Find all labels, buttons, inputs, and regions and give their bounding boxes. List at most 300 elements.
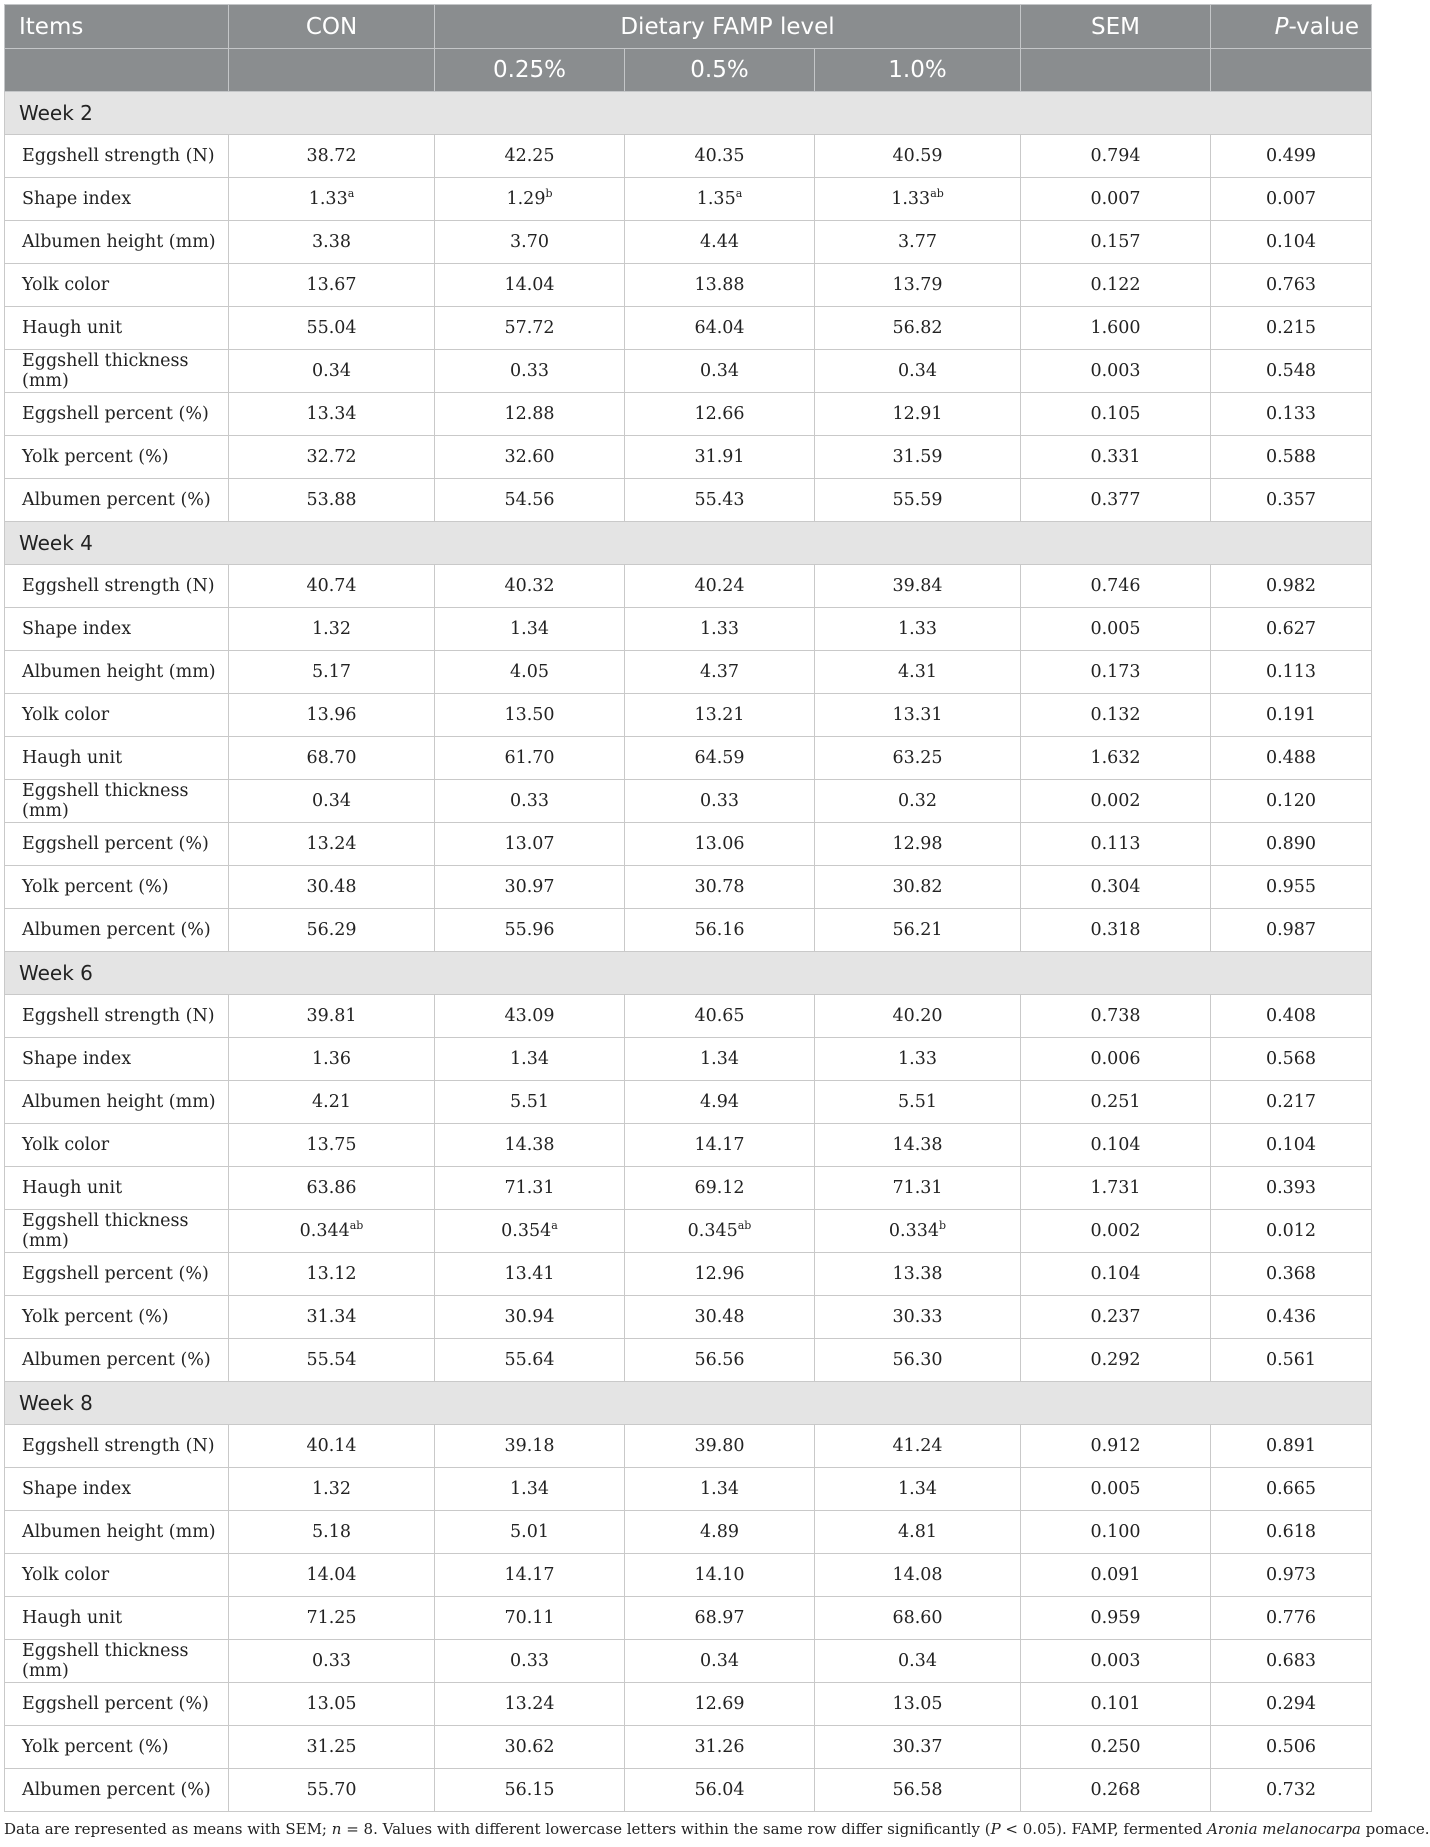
table-row: [5, 1124, 1372, 1167]
value-cell: [229, 1081, 435, 1124]
week-label: Week 6: [5, 952, 1372, 995]
mean-value: 61.70: [504, 748, 555, 768]
value-cell: [229, 1425, 435, 1468]
p-value-cell: 0.007: [1211, 178, 1372, 221]
sem-cell: 0.331: [1021, 436, 1211, 479]
week-label: Week 4: [5, 522, 1372, 565]
table-row: [5, 1468, 1372, 1511]
table-footnote: [4, 1820, 1430, 1838]
value-cell: [229, 1769, 435, 1812]
table-row: [5, 307, 1372, 350]
mean-value: 12.88: [504, 404, 555, 424]
mean-value: 56.82: [892, 318, 943, 338]
mean-value: 0.33: [510, 361, 549, 381]
row-item-label: Albumen height (mm): [5, 1081, 229, 1124]
footnote-part4: pomace.: [1360, 1820, 1430, 1838]
p-value-cell: 0.133: [1211, 393, 1372, 436]
table-row: [5, 264, 1372, 307]
value-cell: [435, 436, 625, 479]
table-row: [5, 1425, 1372, 1468]
significance-letter: ab: [349, 1219, 364, 1232]
sem-cell: 0.250: [1021, 1726, 1211, 1769]
header-level-10: 1.0%: [815, 49, 1021, 92]
table-row: [5, 780, 1372, 823]
p-value-cell: 0.732: [1211, 1769, 1372, 1812]
value-cell: [229, 995, 435, 1038]
mean-value: 56.56: [694, 1350, 745, 1370]
mean-value: 39.80: [694, 1436, 745, 1456]
value-cell: [625, 1597, 815, 1640]
row-item-label: Eggshell strength (N): [5, 135, 229, 178]
significance-letter: b: [545, 187, 553, 200]
value-cell: [815, 1339, 1021, 1382]
row-item-label: Yolk color: [5, 1554, 229, 1597]
mean-value: 31.91: [694, 447, 745, 467]
row-item-label: Albumen percent (%): [5, 1339, 229, 1382]
sem-cell: 0.318: [1021, 909, 1211, 952]
p-value-cell: 0.436: [1211, 1296, 1372, 1339]
mean-value: 5.17: [312, 662, 351, 682]
mean-value: 12.98: [892, 834, 943, 854]
mean-value: 55.64: [504, 1350, 555, 1370]
value-cell: [625, 264, 815, 307]
mean-value: 71.31: [504, 1178, 555, 1198]
mean-value: 30.94: [504, 1307, 555, 1327]
sem-cell: 0.006: [1021, 1038, 1211, 1081]
mean-value: 64.59: [694, 748, 745, 768]
mean-value: 40.20: [892, 1006, 943, 1026]
header-p-blank: [1211, 49, 1372, 92]
value-cell: [435, 1468, 625, 1511]
mean-value: 40.35: [694, 146, 745, 166]
row-item-label: Albumen height (mm): [5, 1511, 229, 1554]
mean-value: 4.31: [898, 662, 937, 682]
value-cell: [229, 436, 435, 479]
row-item-label: Eggshell percent (%): [5, 1683, 229, 1726]
mean-value: 40.14: [306, 1436, 357, 1456]
table-row: [5, 1038, 1372, 1081]
value-cell: [435, 479, 625, 522]
mean-value: 31.25: [306, 1737, 357, 1757]
value-cell: [625, 608, 815, 651]
p-value-cell: 0.955: [1211, 866, 1372, 909]
value-cell: [435, 866, 625, 909]
sem-cell: 0.002: [1021, 1210, 1211, 1253]
table-header: [5, 5, 1372, 92]
value-cell: [815, 1769, 1021, 1812]
value-cell: [229, 1339, 435, 1382]
row-item-label: Haugh unit: [5, 307, 229, 350]
row-item-label: Shape index: [5, 1468, 229, 1511]
mean-value: 71.31: [892, 1178, 943, 1198]
mean-value: 40.32: [504, 576, 555, 596]
value-cell: [435, 780, 625, 823]
row-item-label: Haugh unit: [5, 1167, 229, 1210]
mean-value: 31.26: [694, 1737, 745, 1757]
value-cell: [625, 565, 815, 608]
sem-cell: 0.104: [1021, 1124, 1211, 1167]
sem-cell: 0.007: [1021, 178, 1211, 221]
p-value-cell: 0.548: [1211, 350, 1372, 393]
value-cell: [229, 1554, 435, 1597]
value-cell: [625, 1081, 815, 1124]
value-cell: [435, 393, 625, 436]
mean-value: 32.72: [306, 447, 357, 467]
value-cell: [625, 479, 815, 522]
mean-value: 13.06: [694, 834, 745, 854]
value-cell: [229, 479, 435, 522]
value-cell: [815, 1511, 1021, 1554]
value-cell: [435, 608, 625, 651]
week-section-row: [5, 1382, 1372, 1425]
mean-value: 40.74: [306, 576, 357, 596]
mean-value: 4.94: [700, 1092, 739, 1112]
value-cell: [815, 608, 1021, 651]
row-item-label: Yolk percent (%): [5, 436, 229, 479]
sem-cell: 0.091: [1021, 1554, 1211, 1597]
value-cell: [815, 393, 1021, 436]
value-cell: [229, 178, 435, 221]
table-row: [5, 1554, 1372, 1597]
row-item-label: Haugh unit: [5, 1597, 229, 1640]
row-item-label: Albumen percent (%): [5, 479, 229, 522]
mean-value: 42.25: [504, 146, 555, 166]
header-items-blank: [5, 49, 229, 92]
header-level-025: 0.25%: [435, 49, 625, 92]
row-item-label: Haugh unit: [5, 737, 229, 780]
value-cell: [229, 565, 435, 608]
mean-value: 14.38: [504, 1135, 555, 1155]
week-label: Week 8: [5, 1382, 1372, 1425]
value-cell: [229, 866, 435, 909]
p-value-cell: 0.104: [1211, 1124, 1372, 1167]
mean-value: 0.354: [501, 1221, 552, 1241]
value-cell: [229, 909, 435, 952]
value-cell: [229, 1726, 435, 1769]
mean-value: 13.50: [504, 705, 555, 725]
p-value-cell: 0.104: [1211, 221, 1372, 264]
row-item-label: Eggshell percent (%): [5, 823, 229, 866]
mean-value: 13.96: [306, 705, 357, 725]
value-cell: [625, 1511, 815, 1554]
sem-cell: 0.959: [1021, 1597, 1211, 1640]
sem-cell: 0.746: [1021, 565, 1211, 608]
value-cell: [229, 264, 435, 307]
header-dietary-famp-level: Dietary FAMP level: [435, 5, 1021, 49]
p-value-cell: 0.408: [1211, 995, 1372, 1038]
footnote-n: n: [331, 1820, 342, 1838]
p-value-cell: 0.776: [1211, 1597, 1372, 1640]
p-value-cell: 0.488: [1211, 737, 1372, 780]
value-cell: [815, 651, 1021, 694]
value-cell: [625, 1554, 815, 1597]
value-cell: [625, 436, 815, 479]
p-value-cell: 0.982: [1211, 565, 1372, 608]
p-value-cell: 0.561: [1211, 1339, 1372, 1382]
value-cell: [815, 780, 1021, 823]
mean-value: 30.33: [892, 1307, 943, 1327]
row-item-label: Eggshell thickness (mm): [5, 350, 229, 393]
value-cell: [815, 350, 1021, 393]
mean-value: 0.334: [888, 1221, 940, 1241]
value-cell: [435, 823, 625, 866]
value-cell: [435, 350, 625, 393]
significance-letter: a: [551, 1219, 558, 1232]
header-row-2: [5, 49, 1372, 92]
sem-cell: 0.101: [1021, 1683, 1211, 1726]
week-section-row: [5, 92, 1372, 135]
mean-value: 14.08: [892, 1565, 943, 1585]
value-cell: [625, 1640, 815, 1683]
mean-value: 0.34: [898, 361, 937, 381]
table-row: [5, 608, 1372, 651]
mean-value: 56.15: [504, 1780, 555, 1800]
mean-value: 1.34: [510, 1479, 549, 1499]
value-cell: [435, 1038, 625, 1081]
mean-value: 32.60: [504, 447, 555, 467]
table-row: [5, 1081, 1372, 1124]
mean-value: 64.04: [694, 318, 745, 338]
row-item-label: Yolk color: [5, 694, 229, 737]
value-cell: [815, 1210, 1021, 1253]
value-cell: [435, 909, 625, 952]
mean-value: 53.88: [306, 490, 357, 510]
value-cell: [625, 1124, 815, 1167]
mean-value: 0.34: [898, 1651, 937, 1671]
value-cell: [435, 1554, 625, 1597]
value-cell: [625, 178, 815, 221]
row-item-label: Yolk color: [5, 1124, 229, 1167]
mean-value: 43.09: [504, 1006, 555, 1026]
mean-value: 1.34: [700, 1479, 739, 1499]
table-row: [5, 909, 1372, 952]
sem-cell: 0.113: [1021, 823, 1211, 866]
value-cell: [815, 694, 1021, 737]
value-cell: [229, 221, 435, 264]
mean-value: 13.24: [504, 1694, 555, 1714]
value-cell: [229, 1167, 435, 1210]
mean-value: 63.25: [892, 748, 943, 768]
value-cell: [815, 221, 1021, 264]
value-cell: [229, 737, 435, 780]
value-cell: [625, 737, 815, 780]
sem-cell: 0.268: [1021, 1769, 1211, 1812]
mean-value: 1.33: [891, 189, 931, 209]
p-value-cell: 0.506: [1211, 1726, 1372, 1769]
mean-value: 13.31: [892, 705, 943, 725]
p-value-cell: 0.191: [1211, 694, 1372, 737]
mean-value: 0.34: [312, 791, 351, 811]
row-item-label: Eggshell thickness (mm): [5, 780, 229, 823]
mean-value: 4.81: [898, 1522, 937, 1542]
mean-value: 13.79: [892, 275, 943, 295]
mean-value: 0.34: [312, 361, 351, 381]
value-cell: [435, 1425, 625, 1468]
mean-value: 39.81: [306, 1006, 357, 1026]
mean-value: 5.18: [312, 1522, 351, 1542]
value-cell: [435, 1167, 625, 1210]
mean-value: 38.72: [306, 146, 357, 166]
row-item-label: Yolk color: [5, 264, 229, 307]
value-cell: [625, 909, 815, 952]
value-cell: [815, 1167, 1021, 1210]
p-value-cell: 0.357: [1211, 479, 1372, 522]
row-item-label: Shape index: [5, 178, 229, 221]
mean-value: 1.32: [312, 619, 351, 639]
value-cell: [229, 1468, 435, 1511]
sem-cell: 0.912: [1021, 1425, 1211, 1468]
mean-value: 0.34: [700, 1651, 739, 1671]
row-item-label: Yolk percent (%): [5, 866, 229, 909]
mean-value: 55.96: [504, 920, 555, 940]
mean-value: 14.17: [694, 1135, 745, 1155]
value-cell: [435, 1081, 625, 1124]
mean-value: 56.21: [892, 920, 943, 940]
header-items: Items: [5, 5, 229, 49]
mean-value: 68.60: [892, 1608, 943, 1628]
mean-value: 63.86: [306, 1178, 357, 1198]
row-item-label: Albumen height (mm): [5, 651, 229, 694]
value-cell: [435, 1339, 625, 1382]
sem-cell: 0.292: [1021, 1339, 1211, 1382]
value-cell: [625, 1726, 815, 1769]
value-cell: [815, 1038, 1021, 1081]
mean-value: 13.75: [306, 1135, 357, 1155]
value-cell: [625, 1425, 815, 1468]
mean-value: 70.11: [504, 1608, 555, 1628]
value-cell: [435, 995, 625, 1038]
header-p-value: [1211, 5, 1372, 49]
value-cell: [625, 1769, 815, 1812]
value-cell: [815, 178, 1021, 221]
mean-value: 3.70: [510, 232, 549, 252]
p-value-cell: 0.012: [1211, 1210, 1372, 1253]
mean-value: 1.33: [898, 1049, 937, 1069]
value-cell: [229, 780, 435, 823]
mean-value: 5.51: [898, 1092, 937, 1112]
mean-value: 1.33: [308, 189, 348, 209]
mean-value: 71.25: [306, 1608, 357, 1628]
value-cell: [815, 1554, 1021, 1597]
header-con-blank: [229, 49, 435, 92]
value-cell: [625, 221, 815, 264]
mean-value: 30.78: [694, 877, 745, 897]
value-cell: [815, 995, 1021, 1038]
value-cell: [815, 1124, 1021, 1167]
value-cell: [625, 1339, 815, 1382]
week-label: Week 2: [5, 92, 1372, 135]
mean-value: 13.41: [504, 1264, 555, 1284]
mean-value: 39.18: [504, 1436, 555, 1456]
mean-value: 0.34: [700, 361, 739, 381]
p-value-cell: 0.891: [1211, 1425, 1372, 1468]
header-sem: SEM: [1021, 5, 1211, 49]
value-cell: [815, 1597, 1021, 1640]
significance-letter: a: [347, 187, 355, 200]
value-cell: [625, 780, 815, 823]
sem-cell: 0.738: [1021, 995, 1211, 1038]
table-row: [5, 1597, 1372, 1640]
mean-value: 5.51: [510, 1092, 549, 1112]
p-value-cell: 0.215: [1211, 307, 1372, 350]
row-item-label: Shape index: [5, 1038, 229, 1081]
value-cell: [625, 1038, 815, 1081]
mean-value: 14.04: [306, 1565, 357, 1585]
value-cell: [229, 1597, 435, 1640]
value-cell: [625, 1296, 815, 1339]
value-cell: [435, 1511, 625, 1554]
sem-cell: 0.304: [1021, 866, 1211, 909]
table-row: [5, 393, 1372, 436]
value-cell: [435, 565, 625, 608]
p-value-cell: 0.120: [1211, 780, 1372, 823]
p-value-cell: 0.618: [1211, 1511, 1372, 1554]
p-value-cell: 0.763: [1211, 264, 1372, 307]
header-sem-blank: [1021, 49, 1211, 92]
table-container: [4, 4, 1371, 1812]
mean-value: 55.43: [694, 490, 745, 510]
egg-quality-table: [4, 4, 1372, 1812]
value-cell: [625, 823, 815, 866]
row-item-label: Eggshell percent (%): [5, 393, 229, 436]
mean-value: 14.04: [504, 275, 555, 295]
value-cell: [229, 1253, 435, 1296]
p-value-cell: 0.217: [1211, 1081, 1372, 1124]
value-cell: [435, 694, 625, 737]
p-value-cell: 0.368: [1211, 1253, 1372, 1296]
mean-value: 13.38: [892, 1264, 943, 1284]
mean-value: 31.59: [892, 447, 943, 467]
mean-value: 13.88: [694, 275, 745, 295]
value-cell: [435, 178, 625, 221]
mean-value: 56.58: [892, 1780, 943, 1800]
sem-cell: 1.632: [1021, 737, 1211, 780]
mean-value: 39.84: [892, 576, 943, 596]
table-row: [5, 1253, 1372, 1296]
value-cell: [625, 393, 815, 436]
table-row: [5, 1640, 1372, 1683]
sem-cell: 1.731: [1021, 1167, 1211, 1210]
mean-value: 30.48: [694, 1307, 745, 1327]
mean-value: 1.34: [700, 1049, 739, 1069]
mean-value: 54.56: [504, 490, 555, 510]
row-item-label: Eggshell strength (N): [5, 995, 229, 1038]
mean-value: 68.97: [694, 1608, 745, 1628]
table-row: [5, 1683, 1372, 1726]
p-value-cell: 0.665: [1211, 1468, 1372, 1511]
p-value-cell: 0.627: [1211, 608, 1372, 651]
footnote-p: P: [990, 1820, 1001, 1838]
table-row: [5, 1296, 1372, 1339]
value-cell: [625, 866, 815, 909]
sem-cell: 0.237: [1021, 1296, 1211, 1339]
row-item-label: Albumen percent (%): [5, 1769, 229, 1812]
mean-value: 12.96: [694, 1264, 745, 1284]
mean-value: 1.36: [312, 1049, 351, 1069]
mean-value: 0.33: [700, 791, 739, 811]
mean-value: 1.34: [510, 1049, 549, 1069]
mean-value: 13.24: [306, 834, 357, 854]
value-cell: [815, 1640, 1021, 1683]
table-row: [5, 1511, 1372, 1554]
sem-cell: 0.005: [1021, 1468, 1211, 1511]
sem-cell: 0.251: [1021, 1081, 1211, 1124]
value-cell: [815, 135, 1021, 178]
mean-value: 55.70: [306, 1780, 357, 1800]
mean-value: 0.345: [687, 1221, 738, 1241]
table-row: [5, 1339, 1372, 1382]
value-cell: [815, 565, 1021, 608]
